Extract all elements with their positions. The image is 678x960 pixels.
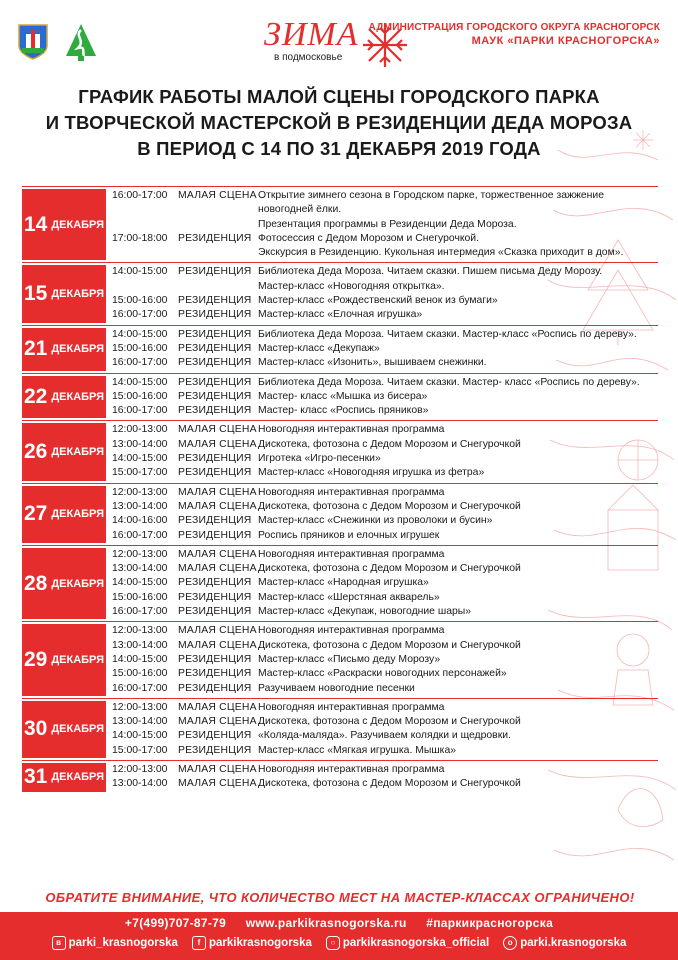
brand-big-text: ЗИМА (264, 16, 359, 53)
event-row (112, 390, 652, 404)
event-row (112, 376, 652, 390)
organizer-info (369, 22, 660, 47)
event-time: 13:00-14:00 (112, 778, 168, 790)
event-venue: РЕЗИДЕНЦИЯ (178, 682, 252, 694)
event-time: 13:00-14:00 (112, 639, 168, 651)
event-venue: РЕЗИДЕНЦИЯ (178, 309, 252, 321)
date-month: ДЕКАБРЯ (51, 654, 105, 667)
event-venue: РЕЗИДЕНЦИЯ (178, 266, 252, 278)
event-description: Дискотека, фотозона с Дедом Морозом и Снегурочкой (258, 716, 521, 728)
event-time: 15:00-16:00 (112, 668, 168, 680)
event-description: «Коляда-маляда». Разучиваем колядки и щедровки. (258, 730, 511, 742)
winter-brand-logo (264, 18, 358, 63)
event-venue (178, 203, 258, 217)
event-row (112, 667, 652, 681)
date-day: 26 (23, 440, 48, 464)
day-block (22, 698, 658, 760)
event-row (112, 529, 652, 543)
vk-link[interactable] (52, 936, 178, 950)
event-time: 14:00-15:00 (112, 266, 168, 278)
event-venue: МАЛАЯ СЦЕНА (178, 639, 257, 651)
vk-handle: parki_krasnogorska (68, 937, 178, 949)
event-description: Дискотека, фотозона с Дедом Морозом и Снегурочкой (258, 438, 521, 450)
day-block (22, 325, 658, 373)
event-row (112, 729, 652, 743)
event-description: Фотосессия с Дедом Морозом и Снегурочкой. (258, 232, 479, 244)
day-block (22, 373, 658, 421)
footer (0, 912, 678, 960)
event-description: Дискотека, фотозона с Дедом Морозом и Снегурочкой (258, 500, 521, 512)
event-row (112, 486, 652, 500)
event-description: Мастер-класс «Письмо деду Морозу» (258, 653, 441, 665)
event-description: Игротека «Игро-песенки» (258, 453, 381, 465)
event-time: 14:00-15:00 (112, 453, 168, 465)
event-time: 16:00-17:00 (112, 606, 168, 618)
day-block (22, 262, 658, 324)
event-time: 13:00-14:00 (112, 716, 168, 728)
event-description: Новогодняя интерактивная программа (258, 486, 445, 498)
event-row (112, 294, 652, 308)
event-row (112, 682, 652, 696)
instagram-link[interactable] (326, 936, 489, 950)
date-month: ДЕКАБРЯ (51, 288, 105, 301)
event-venue: МАЛАЯ СЦЕНА (178, 625, 257, 637)
event-list (106, 761, 652, 794)
event-row (112, 763, 652, 777)
page-title (0, 84, 678, 162)
event-time: 13:00-14:00 (112, 563, 168, 575)
event-list (106, 263, 652, 324)
event-description: Библиотека Деда Мороза. Читаем сказки. Мастер-класс «Роспись по дереву». (258, 328, 637, 340)
event-time: 13:00-14:00 (112, 438, 168, 450)
event-venue: МАЛАЯ СЦЕНА (178, 763, 257, 775)
event-row (112, 232, 652, 246)
facebook-link[interactable] (192, 936, 312, 950)
instagram-icon: ○ (326, 936, 340, 950)
event-row (112, 452, 652, 466)
day-block (22, 621, 658, 697)
event-venue: РЕЗИДЕНЦИЯ (178, 515, 252, 527)
facebook-icon: f (192, 936, 206, 950)
event-venue: РЕЗИДЕНЦИЯ (178, 744, 252, 756)
event-venue: МАЛАЯ СЦЕНА (178, 716, 257, 728)
event-time: 15:00-16:00 (112, 390, 168, 402)
event-row (112, 342, 652, 356)
event-list (106, 484, 652, 545)
event-venue: РЕЗИДЕНЦИЯ (178, 653, 252, 665)
date-month: ДЕКАБРЯ (51, 343, 105, 356)
date-day: 15 (23, 282, 48, 306)
date-day: 31 (23, 765, 48, 789)
admin-line-1: АДМИНИСТРАЦИЯ ГОРОДСКОГО ОКРУГА КРАСНОГОРСК (368, 22, 660, 33)
hashtag-text: #паркикрасногорска (426, 916, 554, 930)
phone-link[interactable]: +7(499)707-87-79 (124, 916, 227, 930)
odnoklassniki-icon: о (503, 936, 517, 950)
footer-contacts (0, 916, 678, 930)
event-description: Роспись пряников и елочных игрушек (258, 529, 440, 541)
event-row (112, 246, 652, 260)
event-time: 14:00-15:00 (112, 577, 168, 589)
event-row (112, 265, 652, 279)
event-time: 14:00-16:00 (112, 515, 168, 527)
instagram-handle: parkikrasnogorska_official (342, 937, 490, 949)
event-time: 12:00-13:00 (112, 701, 168, 713)
date-month: ДЕКАБРЯ (51, 577, 105, 590)
event-venue (178, 218, 258, 232)
event-description: Дискотека, фотозона с Дедом Морозом и Снегурочкой (258, 639, 521, 651)
schedule-table (22, 186, 658, 794)
event-venue (178, 246, 258, 260)
date-day: 27 (23, 502, 48, 526)
event-row (112, 605, 652, 619)
event-time: 14:00-15:00 (112, 376, 168, 388)
event-venue: МАЛАЯ СЦЕНА (178, 548, 257, 560)
event-row (112, 548, 652, 562)
notice-banner: ОБРАТИТЕ ВНИМАНИЕ, ЧТО КОЛИЧЕСТВО МЕСТ НА МАСТЕР-КЛАССАХ ОГРАНИЧЕНО! (45, 889, 635, 905)
event-description: Мастер-класс «Раскраски новогодних персонажей» (258, 668, 507, 680)
event-venue: РЕЗИДЕНЦИЯ (178, 376, 252, 388)
event-description: Открытие зимнего сезона в Городском парке, торжественное зажжение (258, 190, 604, 201)
event-list (106, 187, 652, 262)
event-row (112, 308, 652, 322)
event-venue: РЕЗИДЕНЦИЯ (178, 467, 252, 479)
event-venue: МАЛАЯ СЦЕНА (178, 438, 257, 450)
event-description: Экскурсия в Резиденцию. Кукольная интермедия «Сказка приходит в дом». (258, 247, 624, 259)
date-badge (22, 548, 106, 619)
event-row (112, 715, 652, 729)
event-time: 12:00-13:00 (112, 548, 168, 560)
event-time: 14:00-15:00 (112, 730, 168, 742)
odnoklassniki-handle: parki.krasnogorska (520, 937, 627, 949)
parks-logo-icon (60, 22, 102, 62)
event-time: 15:00-17:00 (112, 467, 168, 479)
event-time: 13:00-14:00 (112, 500, 168, 512)
event-description: Мастер-класс «Шерстяная акварель» (258, 591, 440, 603)
event-description: Новогодняя интерактивная программа (258, 763, 445, 775)
event-time: 15:00-17:00 (112, 744, 168, 756)
event-row (112, 701, 652, 715)
event-time: 16:00-17:00 (112, 309, 168, 321)
footer-socials (0, 936, 678, 950)
date-badge (22, 328, 106, 371)
event-time: 12:00-13:00 (112, 424, 168, 436)
event-description: Мастер-класс «Новогодняя игрушка из фетра» (258, 467, 485, 479)
date-badge (22, 376, 106, 419)
event-venue: РЕЗИДЕНЦИЯ (178, 668, 252, 680)
event-time: 15:00-16:00 (112, 591, 168, 603)
date-day: 30 (23, 717, 48, 741)
event-row (112, 328, 652, 342)
event-row (112, 466, 652, 480)
event-row (112, 653, 652, 667)
event-venue: РЕЗИДЕНЦИЯ (178, 390, 252, 402)
date-month: ДЕКАБРЯ (51, 391, 105, 403)
day-block (22, 186, 658, 262)
event-row (112, 777, 652, 791)
date-badge (22, 763, 106, 792)
event-row (112, 639, 652, 653)
event-venue: РЕЗИДЕНЦИЯ (178, 606, 252, 618)
date-day: 22 (23, 385, 48, 408)
event-description: новогодней ёлки. (258, 204, 342, 216)
date-badge (22, 189, 106, 260)
event-row (112, 189, 652, 203)
event-description: Дискотека, фотозона с Дедом Морозом и Снегурочкой (258, 778, 521, 790)
website-link[interactable]: www.parkikrasnogorska.ru (245, 916, 407, 930)
event-description: Новогодняя интерактивная программа (258, 548, 445, 560)
event-time: 16:00-17:00 (112, 682, 168, 694)
event-row (112, 423, 652, 437)
event-description: Новогодняя интерактивная программа (258, 424, 445, 436)
event-time: 12:00-13:00 (112, 486, 168, 498)
event-description: Мастер-класс «Снежинки из проволоки и бусин» (258, 515, 493, 527)
event-time (112, 203, 178, 217)
event-venue: МАЛАЯ СЦЕНА (178, 701, 257, 713)
event-description: Мастер-класс «Рождественский венок из бумаги» (258, 295, 498, 307)
event-time: 15:00-16:00 (112, 342, 168, 354)
date-month: ДЕКАБРЯ (51, 771, 105, 784)
event-venue: МАЛАЯ СЦЕНА (178, 486, 257, 498)
event-venue: МАЛАЯ СЦЕНА (178, 424, 257, 436)
event-row (112, 591, 652, 605)
title-line-1: ГРАФИК РАБОТЫ МАЛОЙ СЦЕНЫ ГОРОДСКОГО ПАРКА (78, 86, 600, 107)
facebook-handle: parkikrasnogorska (208, 937, 312, 949)
event-row (112, 356, 652, 370)
event-time (112, 280, 178, 294)
day-block (22, 760, 658, 794)
date-day: 21 (23, 337, 48, 361)
event-time: 16:00-17:00 (112, 357, 168, 369)
event-venue: МАЛАЯ СЦЕНА (178, 500, 257, 512)
event-time: 14:00-15:00 (112, 653, 168, 665)
event-row (112, 203, 652, 217)
event-description: Мастер-класс «Мягкая игрушка. Мышка» (258, 744, 457, 756)
event-venue: РЕЗИДЕНЦИЯ (178, 232, 252, 244)
date-month: ДЕКАБРЯ (51, 446, 105, 459)
brand-small-text: в подмосковье (274, 52, 343, 63)
event-description: Библиотека Деда Мороза. Читаем сказки. Мастер- класс «Роспись по дереву». (258, 376, 640, 388)
event-time: 16:00-17:00 (112, 190, 168, 201)
event-venue: РЕЗИДЕНЦИЯ (178, 577, 252, 589)
date-month: ДЕКАБРЯ (51, 508, 105, 521)
event-time: 12:00-13:00 (112, 625, 168, 637)
event-description: Мастер-класс «Декупаж» (258, 342, 380, 354)
event-description: Мастер- класс «Роспись пряников» (258, 405, 429, 417)
event-description: Мастер-класс «Новогодняя открытка». (258, 280, 445, 292)
event-venue: РЕЗИДЕНЦИЯ (178, 295, 252, 307)
date-month: ДЕКАБРЯ (51, 218, 105, 231)
event-venue: МАЛАЯ СЦЕНА (178, 778, 257, 790)
event-venue: МАЛАЯ СЦЕНА (178, 190, 257, 201)
event-description: Мастер-класс «Декупаж, новогодние шары» (258, 606, 471, 618)
event-venue: РЕЗИДЕНЦИЯ (178, 405, 252, 417)
header (0, 0, 678, 80)
event-description: Разучиваем новогодние песенки (258, 682, 415, 694)
event-description: Новогодняя интерактивная программа (258, 701, 445, 713)
city-coat-of-arms-icon (18, 24, 48, 60)
event-time: 14:00-15:00 (112, 328, 168, 340)
event-list (106, 374, 652, 421)
vk-icon: в (52, 936, 66, 950)
event-venue: РЕЗИДЕНЦИЯ (178, 328, 252, 340)
event-description: Мастер-класс «Елочная игрушка» (258, 309, 423, 321)
event-list (106, 421, 652, 482)
event-venue: РЕЗИДЕНЦИЯ (178, 357, 252, 369)
event-time: 15:00-16:00 (112, 295, 168, 307)
event-time (112, 246, 178, 260)
day-block (22, 420, 658, 482)
event-row (112, 514, 652, 528)
event-row (112, 562, 652, 576)
event-venue: РЕЗИДЕНЦИЯ (178, 453, 252, 465)
event-row (112, 404, 652, 418)
event-row (112, 624, 652, 638)
title-line-2: И ТВОРЧЕСКОЙ МАСТЕРСКОЙ В РЕЗИДЕНЦИИ ДЕДА МОРОЗА (45, 112, 633, 133)
day-block (22, 545, 658, 621)
date-badge (22, 624, 106, 695)
date-day: 28 (23, 571, 48, 595)
event-description: Мастер-класс «Изонить», вышиваем снежинки. (258, 357, 487, 369)
event-time: 17:00-18:00 (112, 232, 168, 244)
event-row (112, 280, 652, 294)
event-row (112, 576, 652, 590)
event-description: Библиотека Деда Мороза. Читаем сказки. Пишем письма Деду Морозу. (258, 266, 603, 278)
event-time (112, 218, 178, 232)
event-description: Мастер- класс «Мышка из бисера» (258, 390, 428, 402)
date-badge (22, 701, 106, 758)
date-day: 29 (23, 648, 48, 672)
event-time: 16:00-17:00 (112, 529, 168, 541)
event-time: 16:00-17:00 (112, 405, 168, 417)
event-venue: РЕЗИДЕНЦИЯ (178, 342, 252, 354)
event-description: Новогодняя интерактивная программа (258, 625, 445, 637)
event-row (112, 438, 652, 452)
event-venue (178, 280, 258, 294)
title-line-3: В ПЕРИОД С 14 ПО 31 ДЕКАБРЯ 2019 ГОДА (137, 138, 541, 159)
event-row (112, 500, 652, 514)
event-description: Дискотека, фотозона с Дедом Морозом и Снегурочкой (258, 563, 521, 575)
event-venue: РЕЗИДЕНЦИЯ (178, 529, 252, 541)
event-description: Мастер-класс «Народная игрушка» (258, 577, 429, 589)
event-row (112, 744, 652, 758)
date-badge (22, 486, 106, 543)
event-venue: РЕЗИДЕНЦИЯ (178, 730, 252, 742)
day-block (22, 483, 658, 545)
event-list (106, 699, 652, 760)
event-description: Презентация программы в Резиденции Деда Мороза. (258, 218, 517, 230)
odnoklassniki-link[interactable] (503, 936, 626, 950)
event-time: 12:00-13:00 (112, 763, 168, 775)
event-list (106, 326, 652, 373)
date-month: ДЕКАБРЯ (51, 723, 105, 736)
event-row (112, 218, 652, 232)
date-badge (22, 265, 106, 322)
event-list (106, 622, 652, 697)
admin-line-2: МАУК «ПАРКИ КРАСНОГОРСКА» (471, 35, 660, 47)
date-badge (22, 423, 106, 480)
event-venue: РЕЗИДЕНЦИЯ (178, 591, 252, 603)
event-list (106, 546, 652, 621)
date-day: 14 (23, 212, 48, 236)
event-venue: МАЛАЯ СЦЕНА (178, 563, 257, 575)
